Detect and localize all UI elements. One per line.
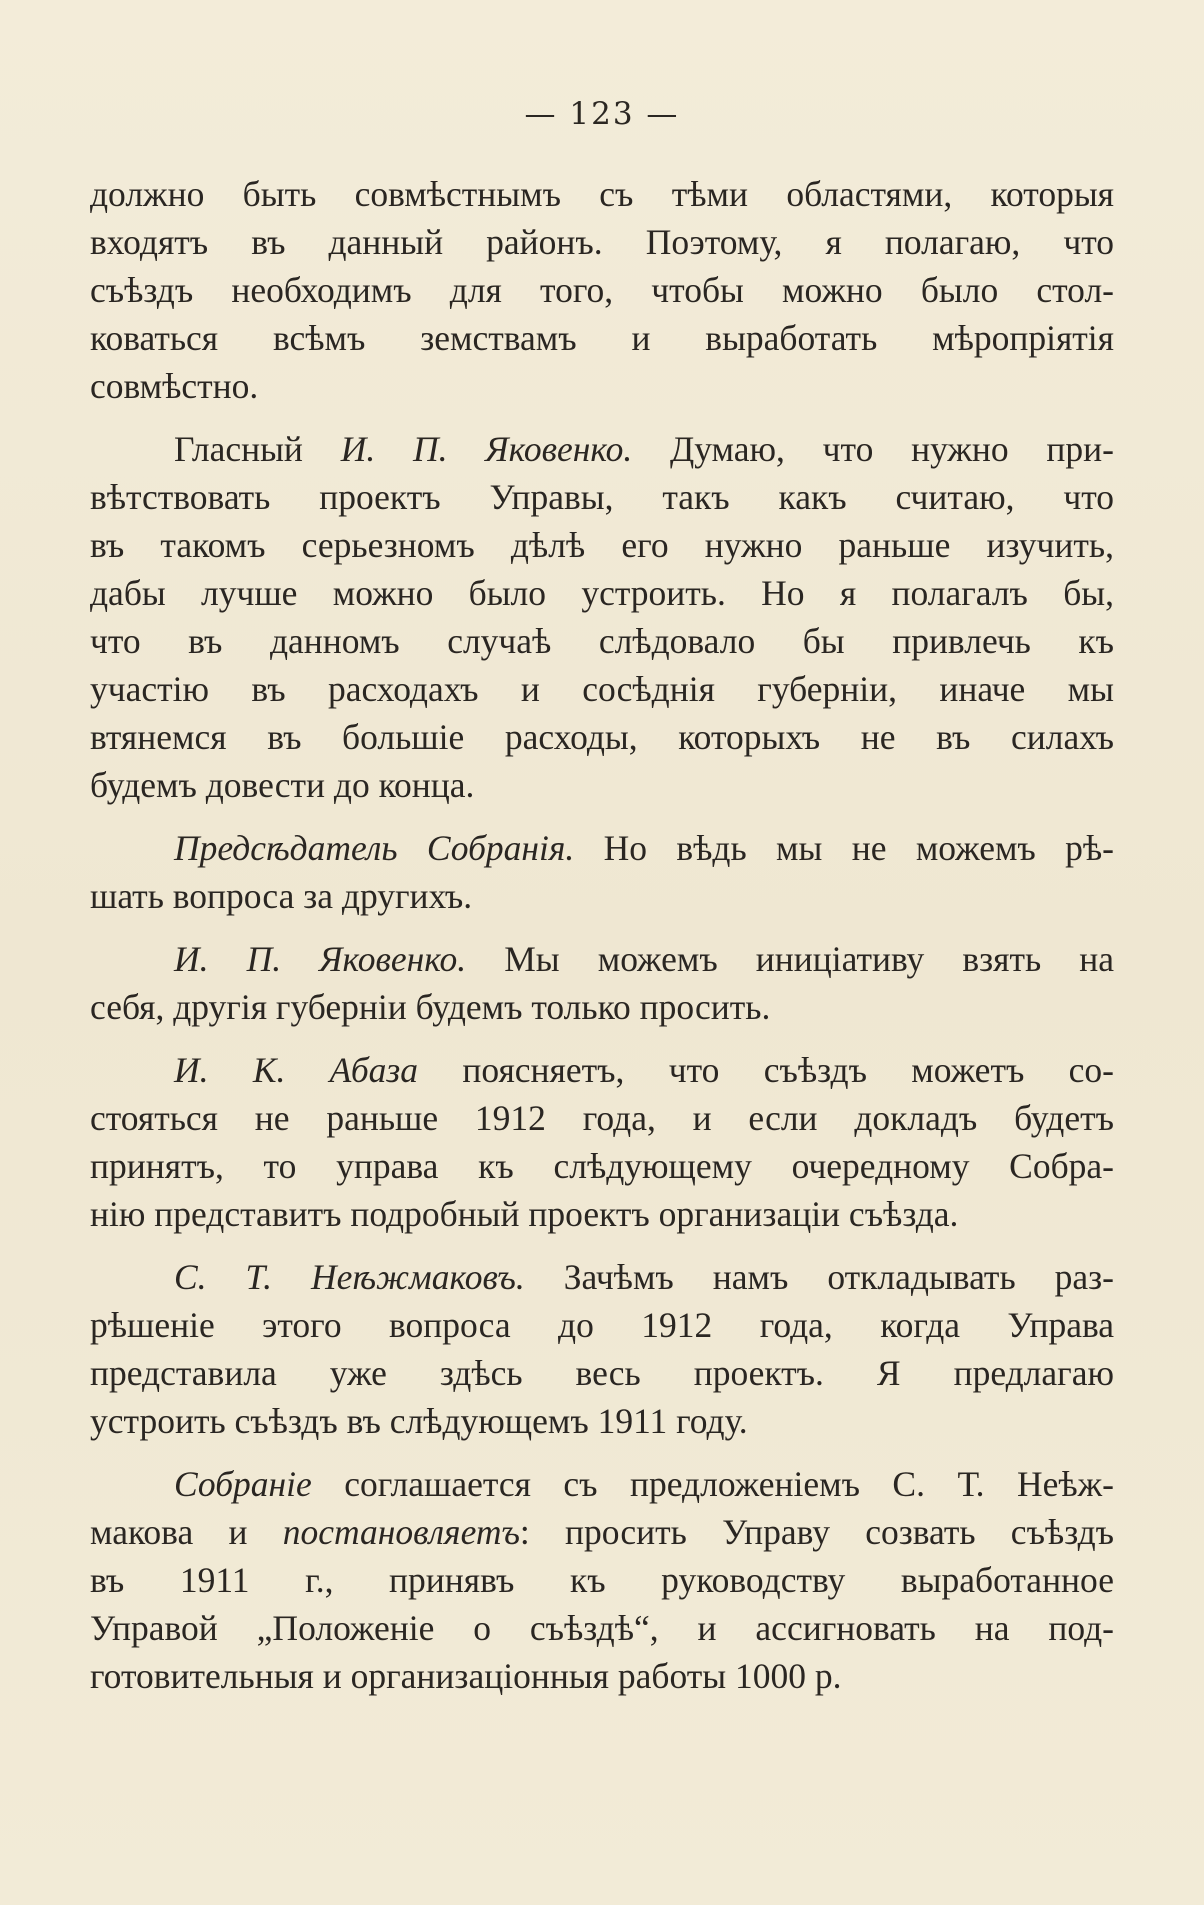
text-fragment: : просить Управу созвать съѣздъ <box>519 1512 1114 1552</box>
text-line: должно быть совмѣстнымъ съ тѣми областями, которыя <box>90 174 1114 214</box>
text-line: готовительныя и организаціонныя работы 1000 р. <box>90 1656 842 1696</box>
text-line: нію представитъ подробный проектъ организаціи съѣзда. <box>90 1194 959 1234</box>
text-line: будемъ довести до конца. <box>90 765 475 805</box>
text-fragment: Но вѣдь мы не можемъ рѣ- <box>574 828 1114 868</box>
text-line: втянемся въ большіе расходы, которыхъ не въ силахъ <box>90 717 1114 757</box>
speaker-name: Предсѣдатель Собранія. <box>174 828 575 868</box>
text-fragment: соглашается съ предложеніемъ С. Т. Неѣж- <box>311 1464 1114 1504</box>
text-line: стояться не раньше 1912 года, и если докладъ будетъ <box>90 1098 1114 1138</box>
text-line <box>90 425 1114 473</box>
text-fragment: Думаю, что нужно при- <box>632 429 1114 469</box>
text-line: въ такомъ серьезномъ дѣлѣ его нужно раньше изучить, <box>90 525 1114 565</box>
paragraph <box>90 824 1114 920</box>
text-line: что въ данномъ случаѣ слѣдовало бы привлечь къ <box>90 621 1114 661</box>
paragraph <box>90 1046 1114 1238</box>
page-number: — 123 — <box>524 96 680 132</box>
text-line: шать вопроса за другихъ. <box>90 876 473 916</box>
text-fragment: поясняетъ, что съѣздъ можетъ со- <box>418 1050 1114 1090</box>
text-line <box>90 935 1114 983</box>
text-fragment: Зачѣмъ намъ откладывать раз- <box>524 1257 1114 1297</box>
text-line: участію въ расходахъ и сосѣднія губерніи, иначе мы <box>90 669 1114 709</box>
text-line: коваться всѣмъ земствамъ и выработать мѣропріятія <box>90 318 1114 358</box>
paragraph <box>90 425 1114 809</box>
text-line: Управой „Положеніе о съѣздѣ“, и ассигновать на под- <box>90 1608 1114 1648</box>
text-fragment: Мы можемъ иниціативу взять на <box>466 939 1114 979</box>
text-line <box>90 824 1114 872</box>
text-line <box>90 1046 1114 1094</box>
text-line: съѣздъ необходимъ для того, чтобы можно было стол- <box>90 270 1114 310</box>
speaker-prefix: Гласный <box>174 429 341 469</box>
paragraph <box>90 170 1114 410</box>
text-line: рѣшеніе этого вопроса до 1912 года, когда Управа <box>90 1305 1114 1345</box>
text-line: входятъ въ данный районъ. Поэтому, я полагаю, что <box>90 222 1114 262</box>
text-line: въ 1911 г., принявъ къ руководству выработанное <box>90 1560 1114 1600</box>
text-line: совмѣстно. <box>90 366 259 406</box>
speaker-name: И. П. Яковенко. <box>340 429 633 469</box>
text-line: себя, другія губерніи будемъ только просить. <box>90 987 771 1027</box>
text-line: представила уже здѣсь весь проектъ. Я предлагаю <box>90 1353 1114 1393</box>
text-line: вѣтствовать проектъ Управы, такъ какъ считаю, что <box>90 477 1114 517</box>
text-line <box>90 1253 1114 1301</box>
document-body <box>90 170 1114 1715</box>
text-line <box>90 1508 1114 1556</box>
text-line: устроить съѣздъ въ слѣдующемъ 1911 году. <box>90 1401 748 1441</box>
text-line: дабы лучше можно было устроить. Но я полагалъ бы, <box>90 573 1114 613</box>
decision-word: постановляетъ <box>282 1512 520 1552</box>
text-line <box>90 1460 1114 1508</box>
paragraph <box>90 1253 1114 1445</box>
speaker-name: И. П. Яковенко. <box>174 939 467 979</box>
speaker-name: И. К. Абаза <box>174 1050 419 1090</box>
text-fragment: макова и <box>90 1512 283 1552</box>
speaker-name: Собраніе <box>174 1464 312 1504</box>
paragraph <box>90 935 1114 1031</box>
paragraph <box>90 1460 1114 1700</box>
speaker-name: С. Т. Неѣжмаковъ. <box>174 1257 525 1297</box>
text-line: принятъ, то управа къ слѣдующему очередному Собра- <box>90 1146 1114 1186</box>
